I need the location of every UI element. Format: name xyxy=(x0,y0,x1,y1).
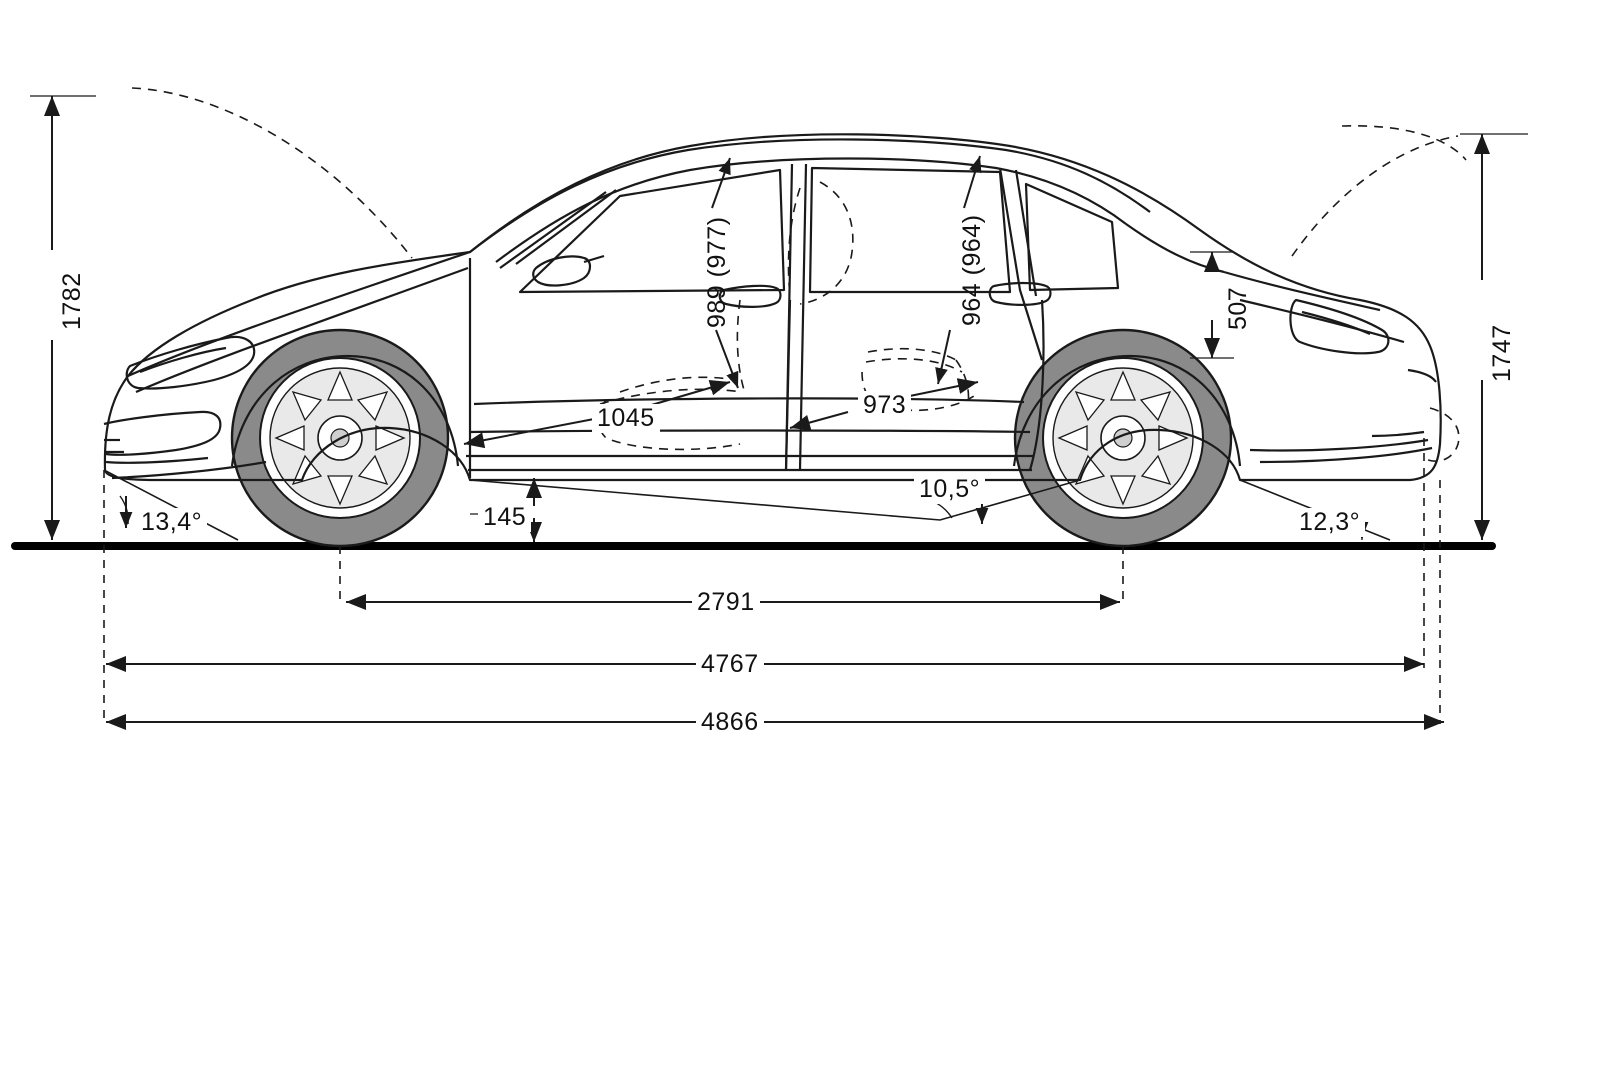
label-ground-clearance: 145 xyxy=(478,503,531,532)
label-boot-opening-height: 507 xyxy=(1224,286,1252,330)
label-overall-length: 4866 xyxy=(696,708,764,737)
label-height-front: 1782 xyxy=(58,272,86,330)
wheels xyxy=(232,330,1231,546)
label-rear-interior: 973 xyxy=(858,391,911,420)
label-approach-angle: 13,4° xyxy=(136,508,207,537)
label-ramp-breakover-angle: 10,5° xyxy=(914,475,985,504)
label-front-door-opening: 989 (977) xyxy=(703,216,731,328)
label-front-interior: 1045 xyxy=(592,404,660,433)
label-height-rear: 1747 xyxy=(1488,324,1516,382)
label-body-length: 4767 xyxy=(696,650,764,679)
label-rear-door-opening: 964 (964) xyxy=(958,214,986,326)
label-wheelbase: 2791 xyxy=(692,588,760,617)
label-departure-angle: 12,3° xyxy=(1294,508,1365,537)
